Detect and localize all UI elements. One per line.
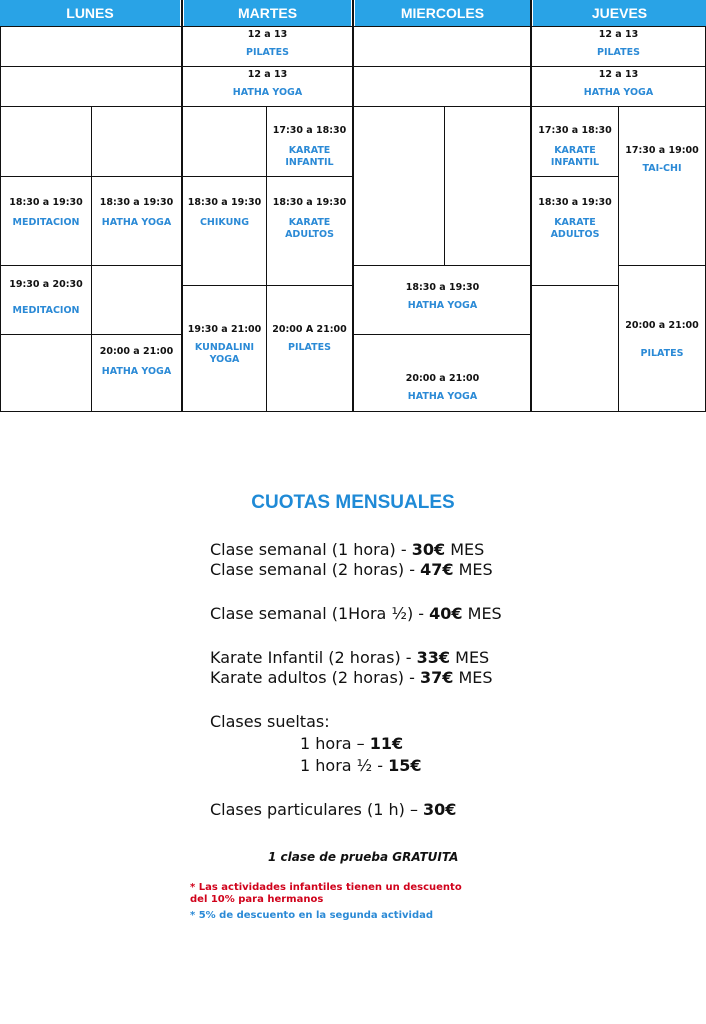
discount-note-siblings <box>190 882 462 906</box>
fee-row: Clase semanal (1Hora ½) - 40€ MES <box>210 604 502 623</box>
class-cell: 18:30 a 19:30 MEDITACION <box>0 176 92 266</box>
empty-cell <box>353 106 445 266</box>
class-cell: 18:30 a 19:30 KARATE ADULTOS <box>266 176 353 286</box>
empty-cell <box>182 106 267 177</box>
class-cell: 18:30 a 19:30 KARATE ADULTOS <box>531 176 619 286</box>
class-cell: 17:30 a 18:30 KARATE INFANTIL <box>266 106 353 177</box>
day-header-jueves: JUEVES <box>533 0 706 26</box>
trial-offer: 1 clase de prueba GRATUITA <box>268 850 459 864</box>
discount-note-second-activity: * 5% de descuento en la segunda actividad <box>190 910 434 921</box>
schedule-table <box>0 0 706 412</box>
class-cell: 17:30 a 19:00 TAI-CHI <box>618 106 706 266</box>
fees-sueltas-label: Clases sueltas: <box>210 712 330 731</box>
class-cell: 20:00 A 21:00 PILATES <box>266 285 353 412</box>
fee-row: Karate Infantil (2 horas) - 33€ MES <box>210 648 490 667</box>
class-cell: 18:30 a 19:30 CHIKUNG <box>182 176 267 286</box>
fee-row: Clase semanal (1 hora) - 30€ MES <box>210 540 485 559</box>
day-header-miercoles: MIERCOLES <box>355 0 530 26</box>
fees-list <box>210 540 670 820</box>
class-cell: 12 a 13 PILATES <box>531 26 706 67</box>
class-cell: 19:30 a 21:00 KUNDALINI YOGA <box>182 285 267 412</box>
class-cell: 19:30 a 20:30 MEDITACION <box>0 265 92 335</box>
empty-cell <box>91 106 182 177</box>
empty-cell <box>353 26 532 67</box>
note-line: * Las actividades infantiles tienen un descuento <box>190 882 462 893</box>
empty-cell <box>353 66 532 107</box>
empty-cell <box>0 66 182 107</box>
day-header-lunes: LUNES <box>0 0 180 26</box>
empty-cell <box>0 334 92 412</box>
empty-cell <box>0 26 182 67</box>
empty-cell <box>531 285 619 412</box>
empty-cell <box>444 106 532 266</box>
fee-row: Clase semanal (2 horas) - 47€ MES <box>210 560 493 579</box>
class-cell: 12 a 13 PILATES <box>182 26 353 67</box>
fee-row: 1 hora ½ - 15€ <box>300 756 422 775</box>
empty-cell <box>91 265 182 335</box>
day-header-martes: MARTES <box>184 0 351 26</box>
fee-row: Karate adultos (2 horas) - 37€ MES <box>210 668 493 687</box>
class-cell: 20:00 a 21:00 PILATES <box>618 265 706 412</box>
fee-row: Clases particulares (1 h) – 30€ <box>210 800 457 819</box>
fees-title: CUOTAS MENSUALES <box>251 492 455 513</box>
class-cell: 18:30 a 19:30 HATHA YOGA <box>91 176 182 266</box>
class-cell: 20:00 a 21:00 HATHA YOGA <box>91 334 182 412</box>
empty-cell <box>0 106 92 177</box>
fee-row: 1 hora – 11€ <box>300 734 404 753</box>
class-cell: 12 a 13 HATHA YOGA <box>531 66 706 107</box>
class-cell: 20:00 a 21:00 HATHA YOGA <box>353 334 532 412</box>
class-cell: 12 a 13 HATHA YOGA <box>182 66 353 107</box>
class-cell: 18:30 a 19:30 HATHA YOGA <box>353 265 532 335</box>
class-cell: 17:30 a 18:30 KARATE INFANTIL <box>531 106 619 177</box>
note-line: del 10% para hermanos <box>190 894 324 905</box>
